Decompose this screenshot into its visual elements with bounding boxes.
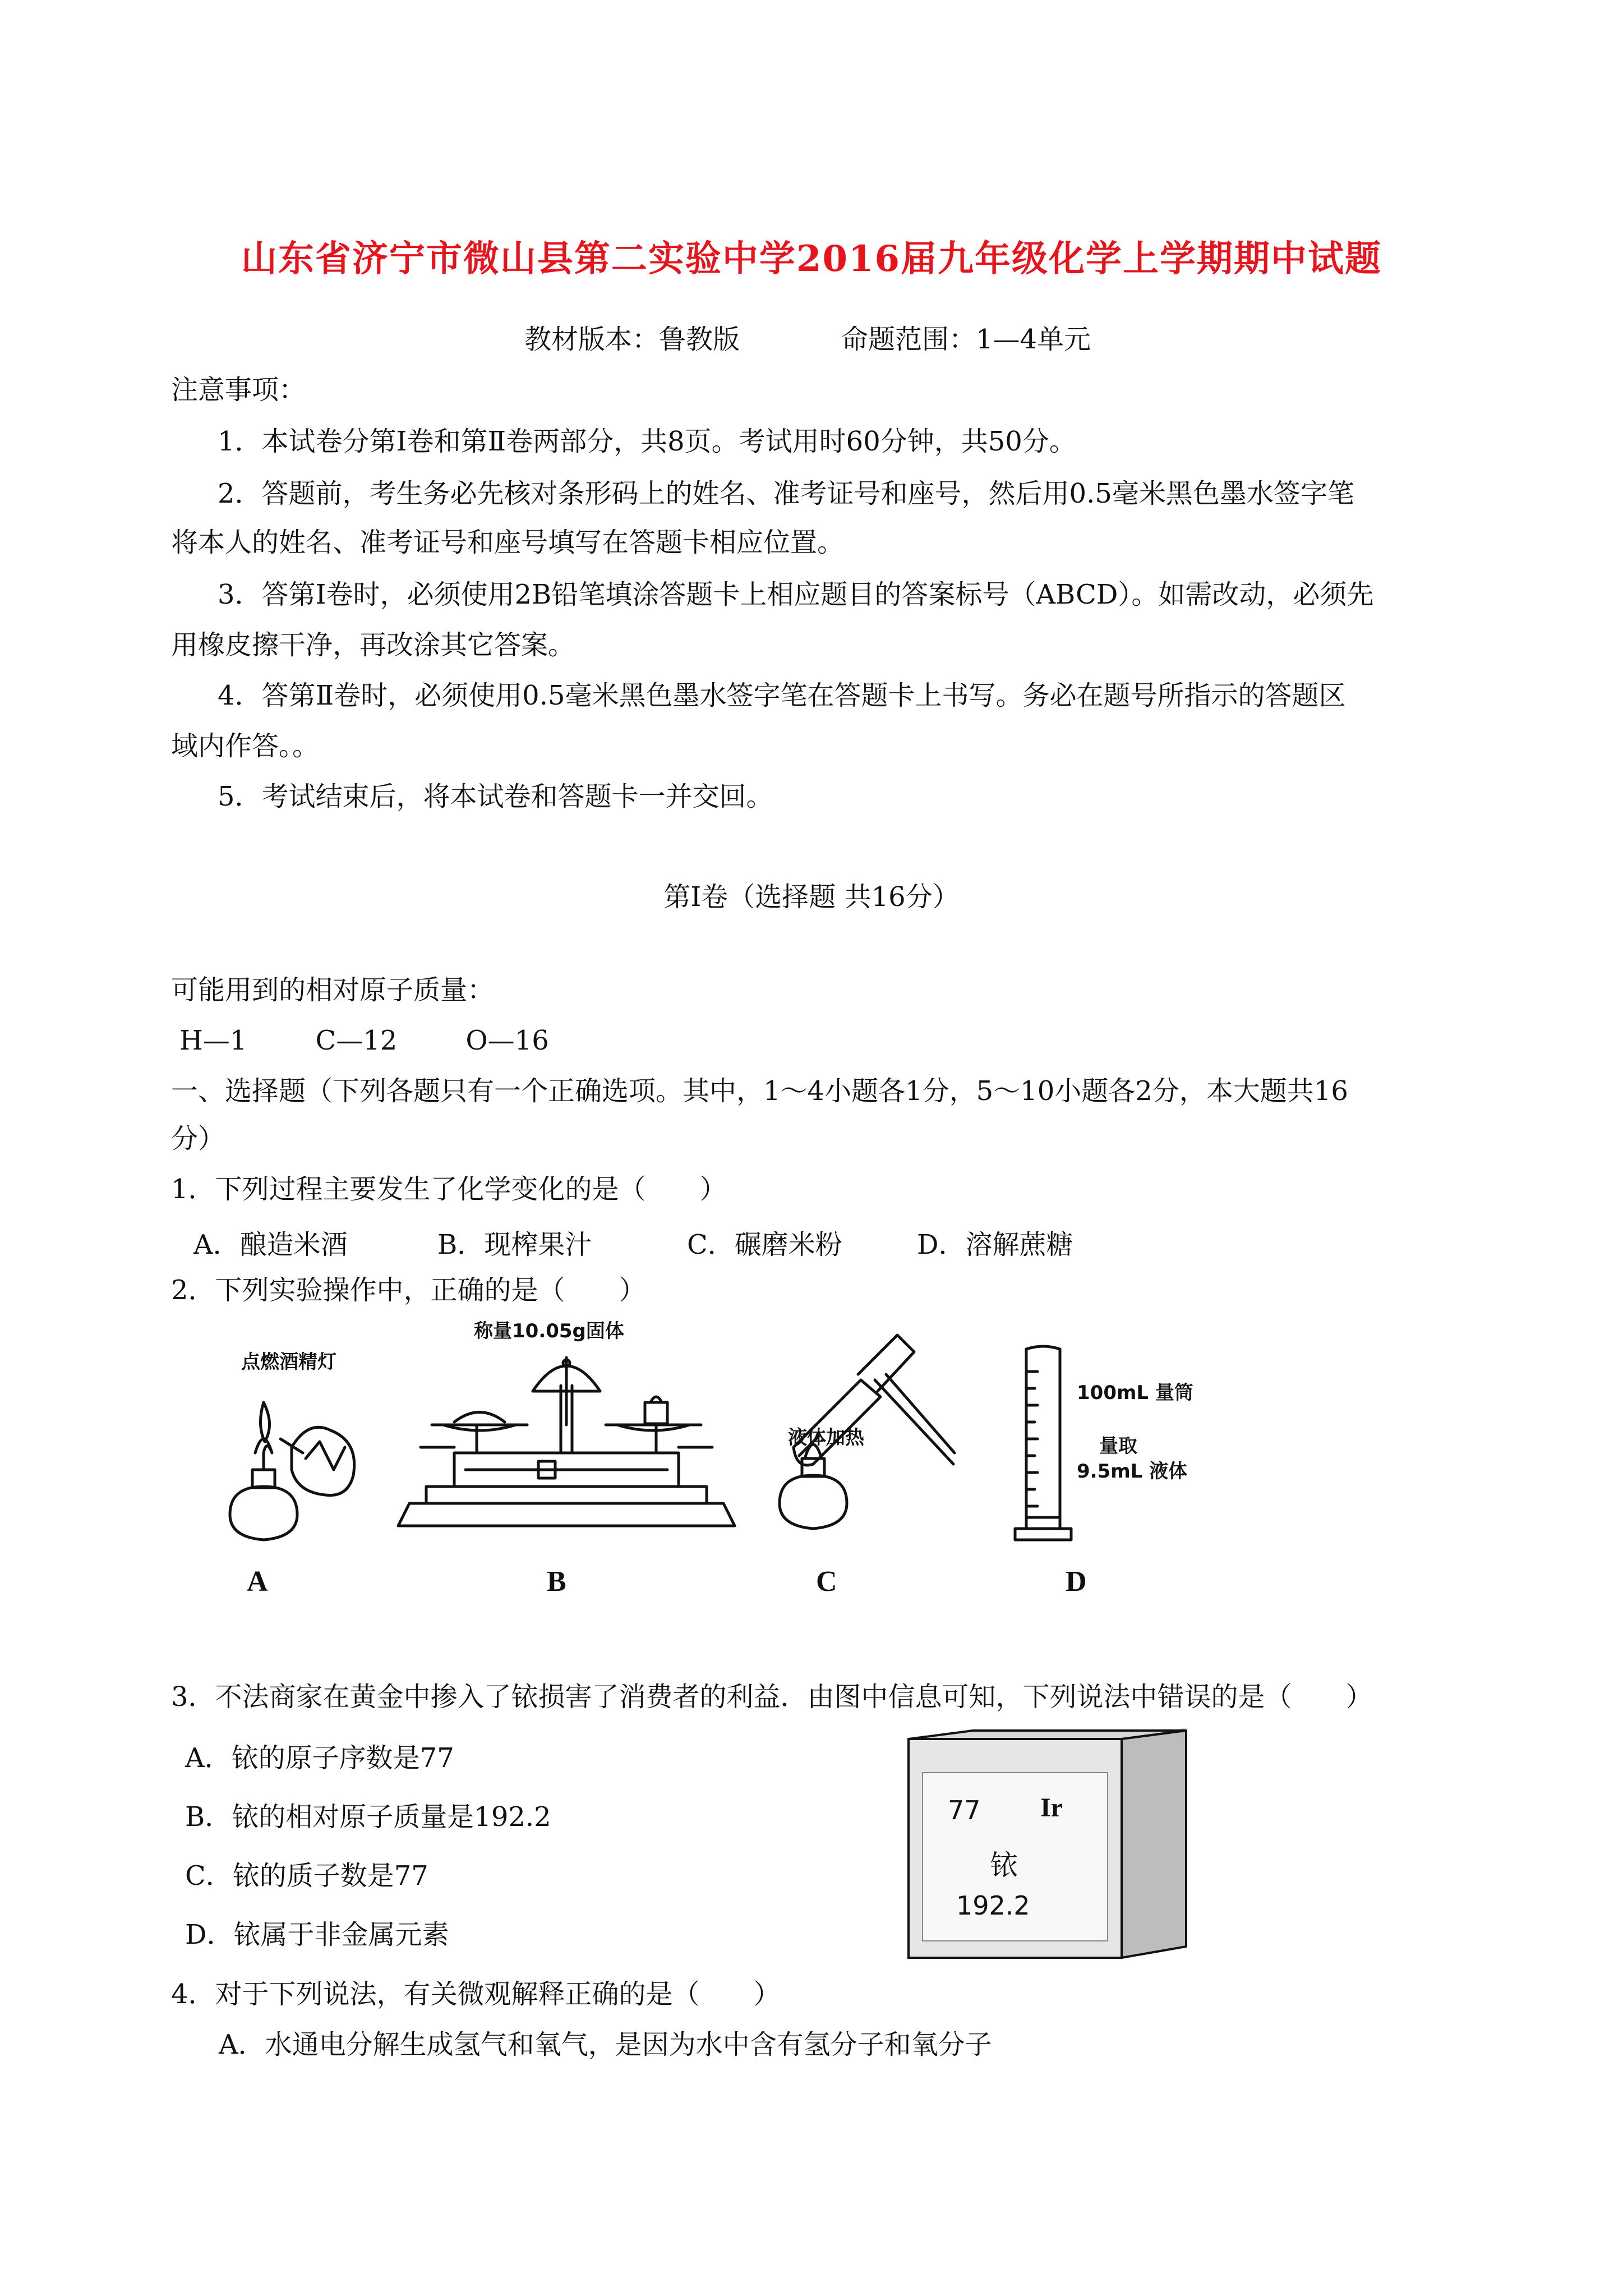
question-4-option-a: A．水通电分解生成氢气和氧气，是因为水中含有氢分子和氧分子 <box>219 2029 992 2060</box>
question-4-stem: 4．对于下列说法，有关微观解释正确的是（ ） <box>171 1978 781 2010</box>
iridium-element-cube <box>906 1728 1186 1963</box>
element-name: 铱 <box>990 1849 1018 1881</box>
alcohol-lamp-ignition-illustration <box>213 1386 393 1565</box>
element-symbol: Ir <box>1040 1793 1063 1823</box>
choice-instruction-line-1: 一、选择题（下列各题只有一个正确选项。其中，1～4小题各1分，5～10小题各2分，本大题共16 <box>171 1075 1348 1107</box>
question-1-option-c: C．碾磨米粉 <box>687 1229 842 1260</box>
question-1-option-a: A．酿造米酒 <box>193 1229 348 1260</box>
figure-a-caption: 点燃酒精灯 <box>241 1351 336 1373</box>
figure-c-label: C <box>816 1566 837 1598</box>
exam-title: 山东省济宁市微山县第二实验中学2016届九年级化学上学期期中试题 <box>241 238 1382 280</box>
note-item-4-line-2: 域内作答。。 <box>171 730 320 762</box>
section-1-heading: 第Ⅰ卷（选择题 共16分） <box>663 881 960 913</box>
note-item-3-line-1: 3．答第Ⅰ卷时，必须使用2B铅笔填涂答题卡上相应题目的答案标号（ABCD）。如需改动，必须先 <box>218 579 1374 610</box>
question-3-option-c: C．铱的质子数是77 <box>185 1860 428 1892</box>
figure-d-caption-volume: 9.5mL 液体 <box>1077 1460 1188 1483</box>
atomic-mass-values: H—1 C—12 O—16 <box>179 1025 549 1056</box>
balance-scale-illustration <box>393 1341 740 1543</box>
element-atomic-number: 77 <box>948 1795 981 1825</box>
note-item-5: 5．考试结束后，将本试卷和答题卡一并交回。 <box>218 781 773 812</box>
question-1-option-d: D．溶解蔗糖 <box>917 1229 1073 1260</box>
graduated-cylinder-illustration <box>1004 1343 1088 1557</box>
figure-b-caption: 称量10.05g固体 <box>474 1320 624 1342</box>
question-3-option-b: B．铱的相对原子质量是192.2 <box>185 1801 551 1833</box>
exam-scope: 命题范围：1—4单元 <box>841 324 1091 355</box>
textbook-version: 教材版本：鲁教版 <box>524 324 740 355</box>
question-3-option-a: A．铱的原子序数是77 <box>185 1742 454 1774</box>
question-3-stem: 3．不法商家在黄金中掺入了铱损害了消费者的利益．由图中信息可知，下列说法中错误的是（ ） <box>171 1681 1373 1713</box>
figure-a-label: A <box>247 1566 268 1598</box>
notes-heading: 注意事项： <box>171 374 306 406</box>
question-3-option-d: D．铱属于非金属元素 <box>185 1919 449 1950</box>
note-item-2-line-1: 2．答题前，考生务必先核对条形码上的姓名、准考证号和座号，然后用0.5毫米黑色墨水签字笔 <box>218 478 1354 509</box>
question-1-option-b: B．现榨果汁 <box>437 1229 592 1260</box>
question-1-stem: 1．下列过程主要发生了化学变化的是（ ） <box>171 1174 727 1205</box>
note-item-4-line-1: 4．答第Ⅱ卷时，必须使用0.5毫米黑色墨水签字笔在答题卡上书写。务必在题号所指示的答题区 <box>218 680 1346 711</box>
figure-c-caption: 液体加热 <box>788 1427 864 1449</box>
question-2-stem: 2．下列实验操作中，正确的是（ ） <box>171 1274 646 1306</box>
figure-b-label: B <box>547 1566 566 1598</box>
figure-d-caption-measure: 量取 <box>1099 1435 1137 1457</box>
element-atomic-mass: 192.2 <box>956 1890 1030 1921</box>
note-item-2-line-2: 将本人的姓名、准考证号和座号填写在答题卡相应位置。 <box>171 527 845 558</box>
note-item-3-line-2: 用橡皮擦干净，再改涂其它答案。 <box>171 629 575 661</box>
figure-d-caption-cylinder: 100mL 量筒 <box>1077 1382 1193 1404</box>
note-item-1: 1．本试卷分第Ⅰ卷和第Ⅱ卷两部分，共8页。考试用时60分钟，共50分。 <box>218 426 1076 457</box>
figure-d-label: D <box>1066 1566 1087 1598</box>
choice-instruction-line-2: 分） <box>171 1123 225 1154</box>
atomic-mass-heading: 可能用到的相对原子质量： <box>171 974 495 1006</box>
